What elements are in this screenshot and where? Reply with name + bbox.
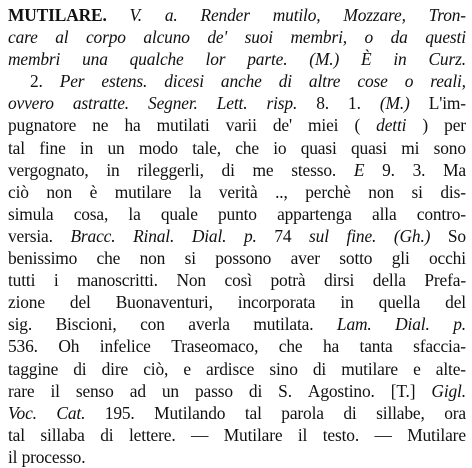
entry-word: Traseomaco, [171, 336, 259, 357]
entry-word: Mutilare [223, 424, 283, 445]
entry-word: Curz. [428, 49, 466, 70]
entry-line [8, 380, 466, 402]
entry-word: in [106, 159, 120, 180]
entry-word: .., [275, 181, 288, 202]
entry-word: alla [372, 203, 397, 224]
entry-word: gli [391, 248, 410, 269]
entry-word: (M.) [309, 49, 340, 70]
entry-word: ne [92, 115, 109, 136]
entry-word: detti [376, 115, 407, 136]
entry-word: Tron- [428, 5, 466, 25]
entry-word: Oh [58, 336, 80, 357]
entry-word: testo. [322, 424, 360, 445]
entry-word: alte- [435, 358, 466, 379]
entry-word: È [361, 49, 372, 70]
entry-word: verità [218, 181, 258, 202]
entry-word: in [340, 292, 354, 313]
entry-word: Ma [443, 159, 466, 180]
entry-word: taggine [8, 358, 59, 379]
entry-word: tutti [8, 270, 36, 291]
entry-word: dis- [440, 181, 466, 202]
entry-line [8, 137, 466, 159]
entry-word: averla [188, 314, 230, 335]
entry-line [8, 291, 466, 313]
entry-word: S. [278, 380, 292, 401]
entry-word: estens. [101, 71, 148, 92]
entry-word: rare [8, 380, 35, 401]
entry-word: i [53, 270, 59, 291]
entry-word: tale, [192, 137, 221, 158]
entry-word: Mutilando [154, 402, 226, 423]
entry-word: 3. [412, 159, 426, 180]
entry-word: tal [244, 402, 262, 423]
entry-word: quella [378, 292, 421, 313]
entry-word: Gigl. [431, 380, 466, 401]
entry-line [8, 446, 466, 468]
entry-word: mutilare [341, 358, 398, 379]
entry-word: a. [164, 5, 178, 25]
entry-word: io [273, 137, 287, 158]
entry-word: tanta [359, 336, 393, 357]
entry-word: da [390, 27, 408, 48]
entry-word: di [312, 358, 327, 379]
entry-word: della [372, 270, 406, 291]
entry-word: fine [39, 137, 66, 158]
entry-word: — [374, 424, 392, 445]
entry-word: suoi [244, 27, 273, 48]
entry-word: de' [272, 115, 292, 136]
entry-word: la [128, 203, 141, 224]
entry-word: mi [401, 137, 420, 158]
entry-word: membri, [290, 27, 347, 48]
entry-word: aver [290, 248, 320, 269]
entry-line [8, 424, 466, 446]
entry-word: al [55, 27, 69, 48]
entry-line [8, 225, 466, 247]
entry-word: Per [59, 71, 85, 92]
entry-word: 536. [8, 336, 38, 357]
entry-word: processo. [21, 446, 86, 467]
entry-word: de' [207, 27, 228, 48]
entry-word: Lam. [336, 314, 372, 335]
entry-word: e [183, 358, 191, 379]
entry-word: infelice [99, 336, 151, 357]
entry-line [8, 181, 466, 203]
entry-word: MUTILARE. [8, 5, 107, 25]
entry-word: che [96, 248, 121, 269]
entry-word: lettere. [128, 424, 176, 445]
entry-word: Cat. [56, 402, 86, 423]
entry-line [8, 402, 466, 424]
entry-word: un [107, 137, 125, 158]
entry-word: parola [281, 402, 324, 423]
entry-line [8, 269, 466, 291]
entry-word: quasi [350, 137, 387, 158]
entry-word: dicesi [164, 71, 204, 92]
entry-word: sfaccia- [413, 336, 466, 357]
entry-word: tal [8, 424, 25, 445]
entry-word: manoscritti. [77, 270, 158, 291]
entry-word: questi [425, 27, 466, 48]
entry-word: Mutilare [407, 424, 466, 445]
entry-word: in [79, 137, 94, 158]
entry-word: fine. [346, 225, 377, 246]
entry-word: varii [225, 115, 257, 136]
entry-word: per [444, 115, 466, 136]
entry-word: pugnatore [8, 115, 77, 136]
entry-word: parte. [247, 49, 288, 70]
entry-word: Dial. [191, 225, 227, 246]
entry-word: Buonaventuri, [115, 292, 213, 313]
entry-word: in [393, 49, 407, 70]
entry-line [8, 335, 466, 357]
entry-word: ciò [8, 181, 29, 202]
entry-word: non [368, 181, 394, 202]
entry-word: cose [357, 71, 388, 92]
entry-line [8, 70, 466, 92]
entry-line [8, 313, 466, 335]
entry-word: dirsi [324, 270, 355, 291]
entry-word: senso [75, 380, 114, 401]
entry-word: p. [243, 225, 257, 246]
entry-word: Agostino. [307, 380, 375, 401]
dictionary-entry [8, 4, 466, 467]
entry-word: (M.) [379, 93, 410, 114]
entry-word: sotto [339, 248, 373, 269]
entry-word: tal [8, 137, 25, 158]
entry-word: sig. [8, 314, 33, 335]
entry-word: o [364, 27, 374, 48]
entry-word: del [69, 292, 91, 313]
entry-word: quasi [300, 137, 337, 158]
entry-word: alcuno [143, 27, 190, 48]
entry-word: miei [308, 115, 339, 136]
entry-word: 195. [104, 402, 135, 423]
entry-word: qualche [129, 49, 184, 70]
entry-word: So [447, 225, 466, 246]
entry-word: punto [217, 203, 257, 224]
entry-word: ardisce [206, 358, 255, 379]
entry-word: il [297, 424, 308, 445]
entry-word: potrà [270, 270, 306, 291]
entry-word: modo [138, 137, 178, 158]
entry-word: e [413, 358, 421, 379]
entry-word: simula [8, 203, 54, 224]
entry-line [8, 92, 466, 114]
entry-word: vergognato, [8, 159, 89, 180]
entry-word: 2. [30, 71, 43, 92]
entry-word: astratte. [72, 93, 129, 114]
entry-word: mutilati [156, 115, 210, 136]
entry-word: del [445, 292, 466, 313]
entry-word: quale [160, 203, 198, 224]
entry-word: ) [422, 115, 429, 136]
entry-word: Biscioni, [55, 314, 117, 335]
entry-word: benissimo [8, 248, 78, 269]
entry-word: di [248, 380, 263, 401]
entry-line [8, 203, 466, 225]
entry-word: altre [308, 71, 341, 92]
entry-word: Non [176, 270, 206, 291]
entry-word: Dial. [395, 314, 430, 335]
entry-word: cosa, [73, 203, 109, 224]
entry-line [8, 48, 466, 70]
entry-word: è [89, 181, 98, 202]
entry-word: (Gh.) [393, 225, 431, 246]
entry-word: un [161, 380, 179, 401]
entry-word: incorporata [237, 292, 316, 313]
entry-word: 8. [316, 93, 329, 114]
entry-word: [T.] [390, 380, 416, 401]
entry-word: appartenga [277, 203, 352, 224]
entry-word: ad [129, 380, 146, 401]
entry-word: anche [220, 71, 262, 92]
entry-word: occhi [429, 248, 466, 269]
entry-word: o [404, 71, 414, 92]
entry-word: di [100, 424, 114, 445]
entry-word: Segner. [148, 93, 198, 114]
entry-word: Rinal. [133, 225, 175, 246]
entry-word: contro- [416, 203, 466, 224]
entry-word: non [139, 248, 166, 269]
entry-word: il [8, 446, 18, 467]
entry-word: V. [129, 5, 142, 25]
entry-word: ha [124, 115, 141, 136]
entry-word: corpo [85, 27, 126, 48]
entry-word: Prefa- [424, 270, 466, 291]
entry-word: me [252, 159, 274, 180]
entry-word: che [278, 336, 303, 357]
entry-word: si [411, 181, 423, 202]
entry-word: Voc. [8, 402, 37, 423]
entry-word: Bracc. [70, 225, 116, 246]
entry-word: risp. [266, 93, 298, 114]
entry-line [8, 114, 466, 136]
entry-word: Render [200, 5, 250, 25]
entry-word: 74 [274, 225, 292, 246]
entry-word: la [189, 181, 202, 202]
entry-word: possono [215, 248, 272, 269]
entry-word: non [46, 181, 72, 202]
entry-word: — [191, 424, 209, 445]
entry-word: versia. [8, 225, 53, 246]
entry-line [8, 159, 466, 181]
entry-word: membri [8, 49, 61, 70]
entry-word: p. [453, 314, 466, 335]
entry-word: L'im- [428, 93, 466, 114]
entry-word: sillabe, [376, 402, 425, 423]
entry-word: 9. [382, 159, 395, 180]
entry-word: Mozzare, [343, 5, 406, 25]
entry-word: di [278, 71, 292, 92]
entry-word: mutilare [114, 181, 172, 202]
entry-word: mutilata. [253, 314, 314, 335]
entry-word: sul [309, 225, 329, 246]
entry-line [8, 4, 466, 26]
entry-word: 1. [348, 93, 361, 114]
entry-word: perchè [305, 181, 351, 202]
entry-line [8, 26, 466, 48]
entry-word: si [184, 248, 196, 269]
entry-word: sillaba [40, 424, 85, 445]
entry-word: il [50, 380, 60, 401]
entry-word: ( [354, 115, 361, 136]
entry-word: di [343, 402, 357, 423]
entry-word: stesso. [291, 159, 337, 180]
entry-word: di [73, 358, 87, 379]
entry-word: ora [444, 402, 466, 423]
entry-word: una [82, 49, 108, 70]
entry-word: di [221, 159, 235, 180]
entry-word: che [235, 137, 259, 158]
entry-word: E [353, 159, 365, 180]
entry-word: con [140, 314, 165, 335]
entry-word: care [8, 27, 38, 48]
entry-word: sono [433, 137, 466, 158]
entry-word: sino [269, 358, 298, 379]
entry-line [8, 247, 466, 269]
entry-word: dire [101, 358, 129, 379]
entry-word: ha [322, 336, 340, 357]
entry-word: passo [195, 380, 233, 401]
entry-word: rileggerli, [137, 159, 204, 180]
entry-word: così [224, 270, 252, 291]
entry-word: lor [205, 49, 226, 70]
entry-word: mutilo, [272, 5, 321, 25]
entry-line [8, 358, 466, 380]
entry-word: reali, [430, 71, 466, 92]
entry-word: ovvero [8, 93, 54, 114]
entry-word: Lett. [216, 93, 248, 114]
entry-word: ciò, [143, 358, 169, 379]
entry-word: zione [8, 292, 45, 313]
